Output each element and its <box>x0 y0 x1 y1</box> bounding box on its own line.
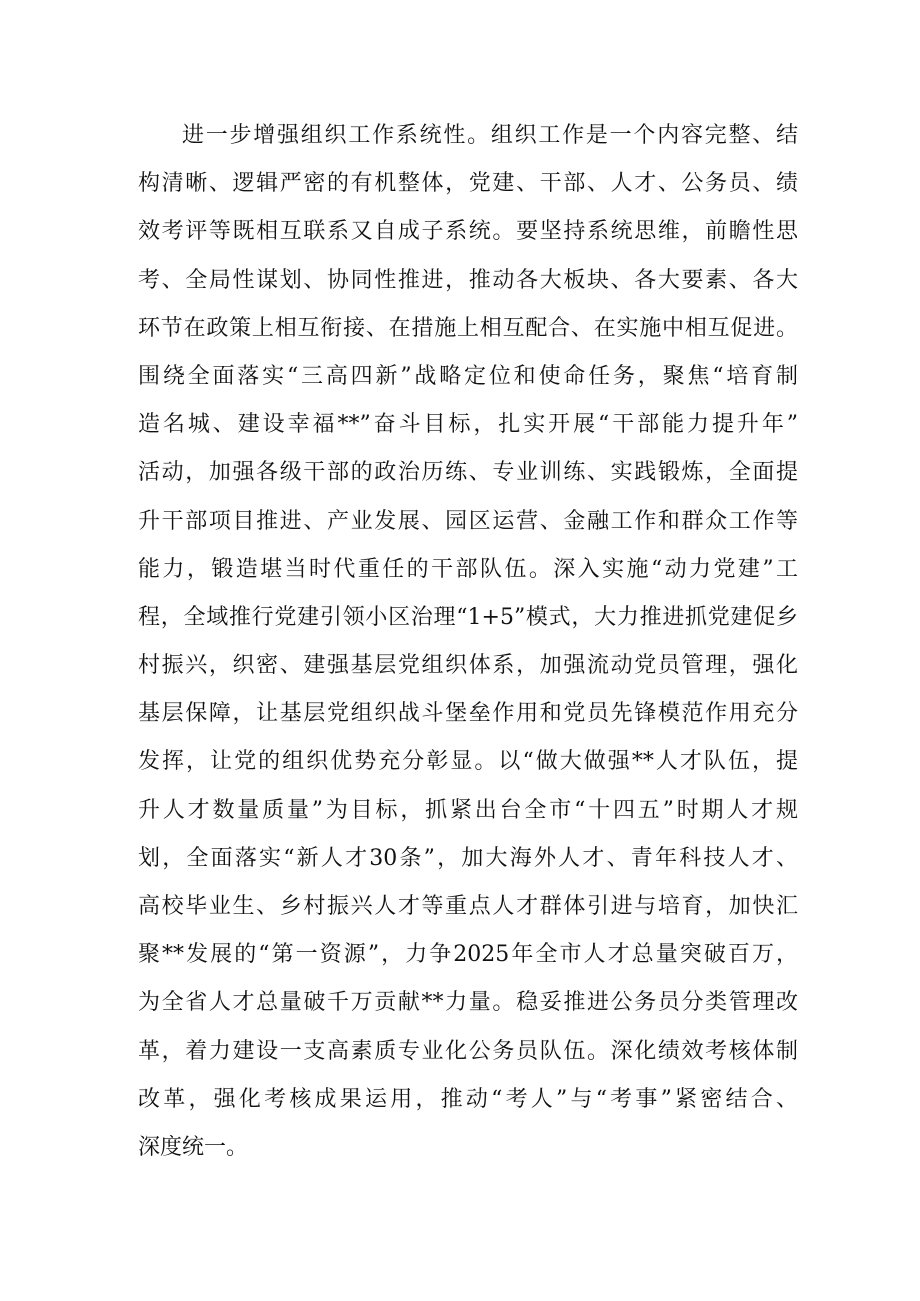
paragraph-line: 造名城、建设幸福**”奋斗目标，扎实开展“干部能力提升年” <box>138 412 798 438</box>
body-paragraph <box>138 112 798 1172</box>
paragraph-line: 基层保障，让基层党组织战斗堡垒作用和党员先锋模范作用充分 <box>138 701 798 727</box>
paragraph-line: 改革，强化考核成果运用，推动“考人”与“考事”紧密结合、 <box>138 1086 798 1112</box>
paragraph-line: 环节在政策上相互衔接、在措施上相互配合、在实施中相互促进。 <box>138 315 798 341</box>
paragraph-line: 进一步增强组织工作系统性。组织工作是一个内容完整、结 <box>182 123 798 148</box>
paragraph-line: 高校毕业生、乡村振兴人才等重点人才群体引进与培育，加快汇 <box>138 894 798 919</box>
paragraph-line: 围绕全面落实“三高四新”战略定位和使命任务，聚焦“培育制 <box>138 363 798 389</box>
paragraph-line: 村振兴，织密、建强基层党组织体系，加强流动党员管理，强化 <box>138 653 798 679</box>
paragraph-line: 活动，加强各级干部的政治历练、专业训练、实践锻炼，全面提 <box>138 460 798 486</box>
paragraph-line: 构清晰、逻辑严密的有机整体，党建、干部、人才、公务员、绩 <box>138 171 798 197</box>
paragraph-line: 能力，锻造堪当时代重任的干部队伍。深入实施“动力党建”工 <box>138 556 798 582</box>
paragraph-line: 为全省人才总量破千万贡献**力量。稳妥推进公务员分类管理改 <box>138 990 798 1016</box>
paragraph-line: 升干部项目推进、产业发展、园区运营、金融工作和群众工作等 <box>138 508 798 534</box>
paragraph-line: 效考评等既相互联系又自成子系统。要坚持系统思维，前瞻性思 <box>138 219 798 245</box>
paragraph-line: 聚**发展的“第一资源”，力争2025年全市人才总量突破百万， <box>138 942 798 968</box>
paragraph-line: 程，全域推行党建引领小区治理“1+5”模式，大力推进抓党建促乡 <box>138 604 798 630</box>
paragraph-line-last: 深度统一。 <box>138 1134 249 1160</box>
paragraph-line: 革，着力建设一支高素质专业化公务员队伍。深化绩效考核体制 <box>138 1038 798 1064</box>
paragraph-line: 划，全面落实“新人才30条”，加大海外人才、青年科技人才、 <box>138 845 798 871</box>
paragraph-line: 发挥，让党的组织优势充分彰显。以“做大做强**人才队伍，提 <box>138 749 798 775</box>
paragraph-line: 升人才数量质量”为目标，抓紧出台全市“十四五”时期人才规 <box>138 797 798 823</box>
paragraph-line: 考、全局性谋划、协同性推进，推动各大板块、各大要素、各大 <box>138 267 798 293</box>
